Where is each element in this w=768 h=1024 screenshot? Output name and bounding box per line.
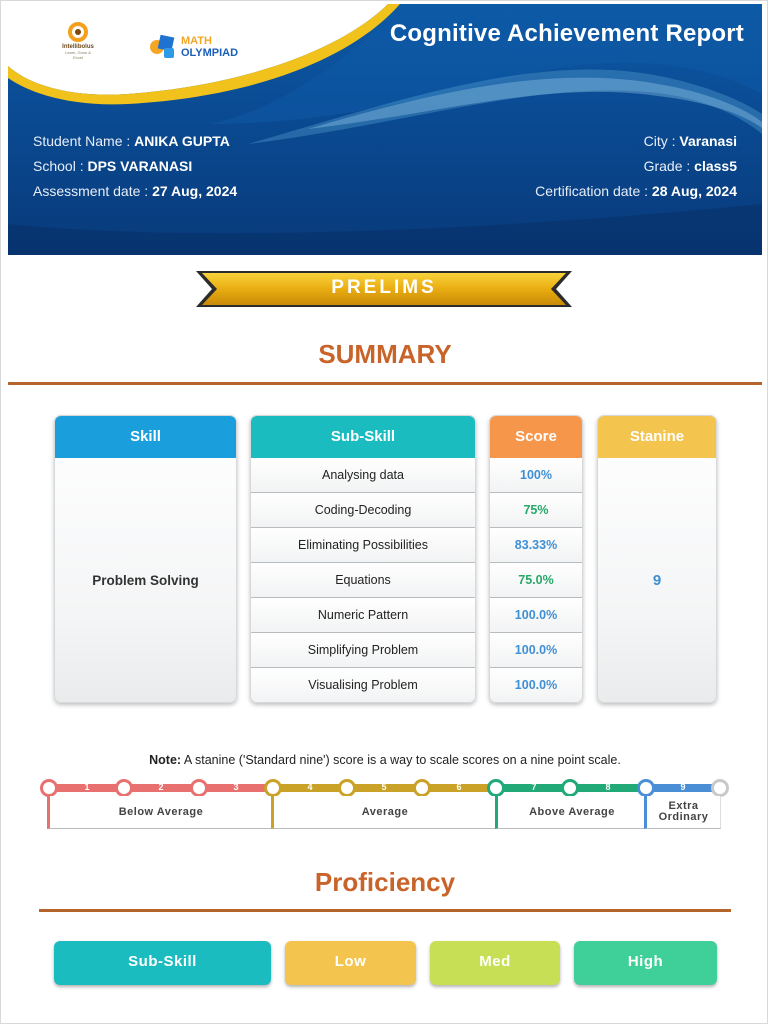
subskill-row: Equations	[251, 563, 475, 598]
scale-node	[190, 779, 208, 797]
intellibolus-logo	[60, 22, 96, 62]
city-value: Varanasi	[679, 133, 737, 149]
stanine-number: 3	[233, 782, 239, 792]
certification-date: 28 Aug, 2024	[651, 183, 737, 199]
summary-divider	[8, 382, 762, 385]
proficiency-divider	[39, 909, 731, 912]
skill-column	[54, 415, 237, 703]
math-olympiad-logo	[150, 34, 238, 60]
band-below-average: Below Average	[47, 796, 273, 829]
stanine-column	[597, 415, 717, 703]
city-line: City : Varanasi	[643, 133, 737, 149]
report-header	[8, 4, 762, 255]
stanine-scale	[37, 777, 737, 837]
note-label: Note:	[149, 753, 182, 767]
subskill-rows	[251, 458, 475, 703]
student-name-line: Student Name : ANIKA GUPTA	[33, 133, 230, 149]
score-rows	[490, 458, 582, 703]
logo-ring-icon	[68, 22, 88, 42]
assessment-date: 27 Aug, 2024	[152, 183, 238, 199]
stanine-number: 6	[456, 782, 462, 792]
scale-node	[40, 779, 58, 797]
scale-node	[338, 779, 356, 797]
subskill-row: Visualising Problem	[251, 668, 475, 703]
scale-node	[637, 779, 655, 797]
subskill-row: Simplifying Problem	[251, 633, 475, 668]
scale-node	[115, 779, 133, 797]
scale-node	[561, 779, 579, 797]
student-info-right	[535, 129, 737, 204]
stanine-number: 9	[680, 782, 686, 792]
subskill-row: Analysing data	[251, 458, 475, 493]
band-above-average: Above Average	[495, 796, 647, 829]
stanine-number: 7	[531, 782, 537, 792]
olympiad-line1: MATH	[181, 35, 212, 47]
grade-line: Grade : class5	[643, 158, 737, 174]
band-extra-ordinary: Extra Ordinary	[644, 796, 721, 829]
stanine-note	[1, 753, 768, 767]
subskill-row: Eliminating Possibilities	[251, 528, 475, 563]
subskill-row: Numeric Pattern	[251, 598, 475, 633]
band-average: Average	[271, 796, 497, 829]
subskill-header: Sub-Skill	[251, 416, 475, 458]
score-cell: 100.0%	[490, 598, 582, 633]
note-text: A stanine ('Standard nine') score is a way to scale scores on a nine point scale.	[181, 753, 621, 767]
assessment-date-line: Assessment date : 27 Aug, 2024	[33, 183, 238, 199]
stanine-number: 1	[84, 782, 90, 792]
skill-header: Skill	[55, 416, 236, 458]
proficiency-high-header: High	[574, 941, 717, 985]
score-cell: 75%	[490, 493, 582, 528]
student-name: ANIKA GUPTA	[134, 133, 230, 149]
proficiency-low-header: Low	[285, 941, 416, 985]
proficiency-subskill-header: Sub-Skill	[54, 941, 271, 985]
scale-node	[413, 779, 431, 797]
school-line: School : DPS VARANASI	[33, 158, 193, 174]
olympiad-line2: OLYMPIAD	[181, 47, 239, 59]
scale-node	[711, 779, 729, 797]
stanine-number: 8	[605, 782, 611, 792]
olympiad-shapes-icon	[150, 34, 178, 60]
summary-title: SUMMARY	[318, 339, 452, 369]
stanine-number: 5	[381, 782, 387, 792]
score-header: Score	[490, 416, 582, 458]
report-title: Cognitive Achievement Report	[389, 20, 744, 47]
logo-tagline: Learn, Grow & Excel	[65, 50, 91, 60]
score-cell: 100.0%	[490, 633, 582, 668]
prelims-ribbon	[196, 271, 572, 307]
school-name: DPS VARANASI	[87, 158, 193, 174]
logo-brand-text: Intellibolus	[62, 44, 94, 50]
score-column	[489, 415, 583, 703]
score-cell: 100.0%	[490, 668, 582, 703]
proficiency-med-header: Med	[430, 941, 560, 985]
scale-node	[487, 779, 505, 797]
skill-value: Problem Solving	[92, 573, 199, 588]
score-cell: 100%	[490, 458, 582, 493]
stanine-value: 9	[652, 572, 662, 589]
proficiency-title: Proficiency	[314, 867, 456, 897]
stanine-number: 4	[307, 782, 313, 792]
ribbon-label: PRELIMS	[331, 277, 437, 298]
certification-date-line: Certification date : 28 Aug, 2024	[535, 183, 737, 199]
student-info-left	[33, 129, 237, 204]
subskill-row: Coding-Decoding	[251, 493, 475, 528]
stanine-header: Stanine	[598, 416, 716, 458]
stanine-number: 2	[158, 782, 164, 792]
subskill-column	[250, 415, 476, 703]
score-cell: 83.33%	[490, 528, 582, 563]
score-cell: 75.0%	[490, 563, 582, 598]
grade-value: class5	[694, 158, 737, 174]
scale-node	[264, 779, 282, 797]
